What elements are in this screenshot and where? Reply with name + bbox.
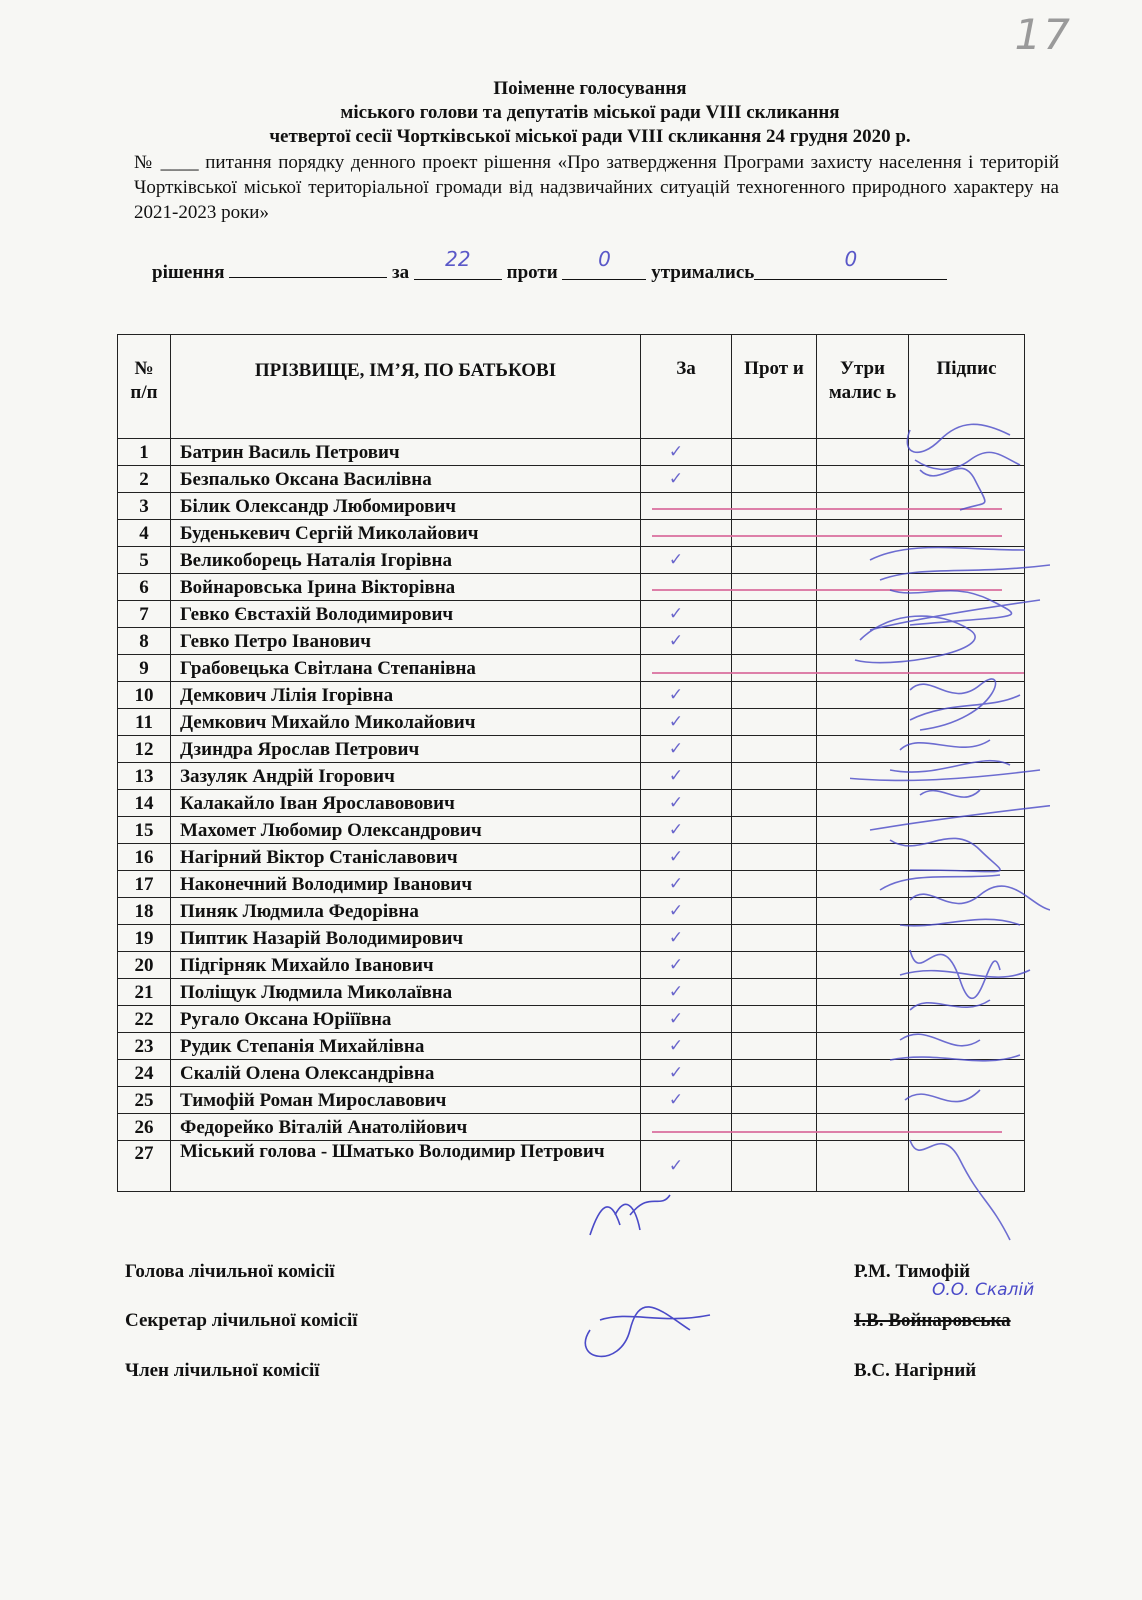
member-name: Великоборець Наталія Ігорівна [171,547,641,574]
member-name: Білик Олександр Любомирович [171,493,641,520]
commission-member-row [125,1360,1025,1382]
for-checkmark: ✓ [641,898,732,925]
row-number: 2 [118,466,171,493]
signature-mark [900,950,1030,998]
signature-mark [905,1090,980,1102]
against-cell [732,817,817,844]
member-name: Зазуляк Андрій Ігорович [171,763,641,790]
member-name: Тимофій Роман Мирославович [171,1087,641,1114]
for-checkmark: ✓ [641,736,732,763]
signatures-scribbles [850,400,1050,1260]
for-checkmark: ✓ [641,1006,732,1033]
member-name: Демкович Лілія Ігорівна [171,682,641,709]
member-name: В.С. Нагірний [854,1360,977,1381]
for-checkmark [641,1114,732,1141]
against-cell [732,871,817,898]
row-number: 12 [118,736,171,763]
for-checkmark: ✓ [641,601,732,628]
member-name: Демкович Михайло Миколайович [171,709,641,736]
against-cell [732,979,817,1006]
header-name: ПРІЗВИЩЕ, ІМ’Я, ПО БАТЬКОВІ [171,335,641,439]
header-abstained: Утри малис ь [817,335,909,439]
row-number: 21 [118,979,171,1006]
against-cell [732,466,817,493]
against-cell [732,952,817,979]
abstained-label: утримались [651,262,755,283]
decision-label: рішення [152,262,225,283]
for-checkmark: ✓ [641,790,732,817]
signature-mark [880,875,1000,890]
row-number: 27 [118,1141,171,1192]
member-name: Федорейко Віталій Анатолійович [171,1114,641,1141]
against-cell [732,790,817,817]
signature-mark [870,590,1040,630]
chair-role: Голова лічильної комісії [125,1261,335,1282]
member-name: Гевко Євстахій Володимирович [171,601,641,628]
against-cell [732,1087,817,1114]
against-cell [732,547,817,574]
member-name: Гевко Петро Іванович [171,628,641,655]
row-number: 22 [118,1006,171,1033]
row-number: 18 [118,898,171,925]
signature-mark [900,886,1050,926]
for-checkmark [641,574,732,601]
against-cell [732,628,817,655]
for-checkmark: ✓ [641,952,732,979]
row-number: 16 [118,844,171,871]
against-cell [732,574,817,601]
row-number: 19 [118,925,171,952]
member-name: Безпалько Оксана Василівна [171,466,641,493]
row-number: 11 [118,709,171,736]
commission-secretary-row [125,1310,1025,1332]
signature-mark [907,424,1020,469]
member-name: Буденькевич Сергій Миколайович [171,520,641,547]
row-number: 6 [118,574,171,601]
member-name: Пиняк Людмила Федорівна [171,898,641,925]
signature-mark [870,800,1050,872]
member-name: Дзиндра Ярослав Петрович [171,736,641,763]
title-line-1: Поіменне голосування [493,78,687,99]
against-label: проти [506,262,558,283]
row-number: 20 [118,952,171,979]
for-checkmark: ✓ [641,871,732,898]
chair-name: Р.М. Тимофій [854,1261,971,1282]
for-checkmark: ✓ [641,628,732,655]
for-checkmark [641,655,732,682]
against-cell [732,736,817,763]
against-cell [732,493,817,520]
row-number: 4 [118,520,171,547]
agenda-question: № ____ питання порядку денного проект рішення «Про затвердження Програми захисту населення і територій Чортківської міської територіальної громади від надзвичайних ситуацій техногенного природного характеру на 2021-2023 роки» [134,152,1059,223]
for-checkmark: ✓ [641,547,732,574]
header-against: Прот и [732,335,817,439]
against-cell [732,682,817,709]
row-number: 26 [118,1114,171,1141]
secretary-handwritten-correction: О.О. Скалій [932,1280,1035,1300]
handwritten-page-number: 17 [1014,10,1072,59]
against-cell [732,1060,817,1087]
member-name: Рудик Степанія Михайлівна [171,1033,641,1060]
title-line-2: міського голови та депутатів міської ради VIII скликання [340,102,840,123]
row-number: 1 [118,439,171,466]
against-cell [732,601,817,628]
against-cell [732,1033,817,1060]
row-number: 15 [118,817,171,844]
for-label: за [392,262,410,283]
member-name: Калакайло Іван Ярославовович [171,790,641,817]
against-cell [732,844,817,871]
header-num: № п/п [118,335,171,439]
signature-mark [910,1000,990,1010]
signature-mark [910,1140,1010,1240]
row-number: 3 [118,493,171,520]
for-checkmark: ✓ [641,979,732,1006]
against-cell [732,709,817,736]
row-number: 9 [118,655,171,682]
for-checkmark: ✓ [641,1060,732,1087]
signature-mark [890,1034,1020,1061]
signature-mark [920,790,980,797]
member-name: Скалій Олена Олександрівна [171,1060,641,1087]
for-checkmark: ✓ [641,817,732,844]
against-cell [732,1141,817,1192]
for-checkmark [641,493,732,520]
for-checkmark: ✓ [641,1141,732,1192]
against-cell [732,763,817,790]
row-number: 8 [118,628,171,655]
member-name: Наконечний Володимир Іванович [171,871,641,898]
for-checkmark: ✓ [641,763,732,790]
against-cell [732,925,817,952]
for-checkmark: ✓ [641,709,732,736]
title-line-3: четвертої сесії Чортківської міської ради VIII скликання 24 грудня 2020 р. [269,126,911,147]
row-number: 13 [118,763,171,790]
row-number: 24 [118,1060,171,1087]
member-name: Войнаровська Ірина Вікторівна [171,574,641,601]
row-number: 17 [118,871,171,898]
signature-mark [920,468,985,510]
header-for: За [641,335,732,439]
against-cell [732,1114,817,1141]
for-checkmark: ✓ [641,1033,732,1060]
document-title [120,77,1060,149]
commission-chair-row [125,1261,1025,1283]
decision-blank [229,257,387,278]
row-number: 25 [118,1087,171,1114]
member-role: Член лічильної комісії [125,1360,320,1381]
against-count: 0 [562,259,646,280]
member-name: Поліщук Людмила Миколаївна [171,979,641,1006]
member-name: Грабовецька Світлана Степанівна [171,655,641,682]
member-name: Міський голова - Шматько Володимир Петрович [171,1141,641,1192]
for-checkmark: ✓ [641,466,732,493]
against-cell [732,439,817,466]
against-cell [732,520,817,547]
header-signature: Підпис [909,335,1025,439]
signature-mark [855,616,975,663]
abstained-count: 0 [754,259,947,280]
chair-signature [540,1185,740,1245]
for-checkmark: ✓ [641,682,732,709]
row-number: 14 [118,790,171,817]
against-cell [732,898,817,925]
member-name: Пиптик Назарій Володимирович [171,925,641,952]
signature-mark [850,770,1040,780]
for-count: 22 [414,259,502,280]
for-checkmark: ✓ [641,1087,732,1114]
against-cell [732,1006,817,1033]
against-cell [732,655,817,682]
row-number: 5 [118,547,171,574]
signature-mark [910,679,1020,730]
member-name: Махомет Любомир Олександрович [171,817,641,844]
signature-mark [870,548,1050,581]
row-number: 10 [118,682,171,709]
for-checkmark: ✓ [641,439,732,466]
member-name: Батрин Василь Петрович [171,439,641,466]
row-number: 7 [118,601,171,628]
for-checkmark: ✓ [641,844,732,871]
secretary-name: І.В. Войнаровська [854,1310,1011,1331]
row-number: 23 [118,1033,171,1060]
member-name: Підгірняк Михайло Іванович [171,952,641,979]
secretary-role: Секретар лічильної комісії [125,1310,358,1331]
vote-result-line [152,247,1042,284]
member-name: Нагірний Віктор Станіславович [171,844,641,871]
member-name: Ругало Оксана Юріїївна [171,1006,641,1033]
signature-mark [890,740,1010,772]
for-checkmark: ✓ [641,925,732,952]
for-checkmark [641,520,732,547]
